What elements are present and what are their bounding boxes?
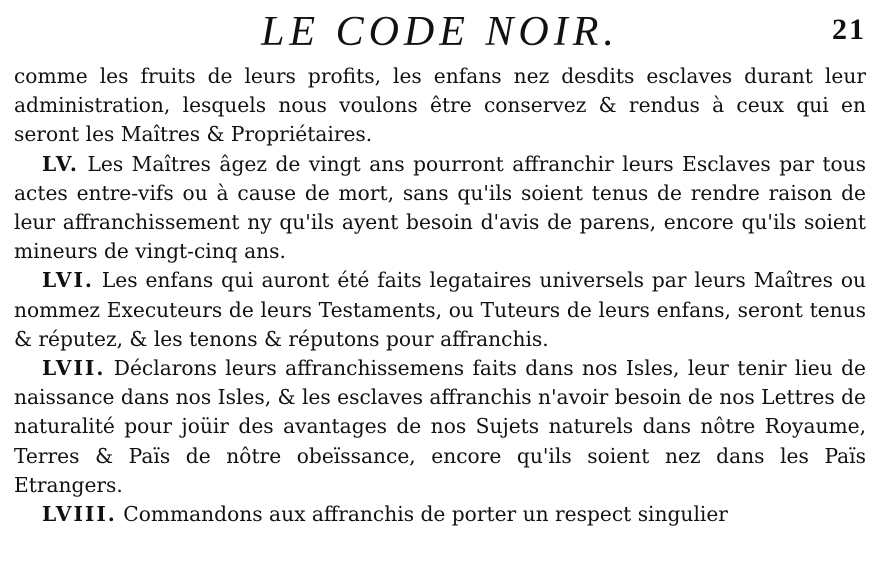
article-56 — [14, 266, 866, 354]
article-number: LVI. — [42, 268, 94, 293]
page-number: 21 — [832, 13, 866, 46]
paragraph-text: comme les fruits de leurs profits, les enfans nez desdits esclaves durant leur administration, lesquels nous voulons être conservez & rendus à ceux qui en seront les Maîtres & Propriétaires. — [14, 64, 866, 147]
article-58 — [14, 500, 866, 529]
running-title: LE CODE NOIR. — [261, 9, 619, 55]
paragraph-text: Les enfans qui auront été faits legataires universels par leurs Maîtres ou nommez Executeurs de leurs Testaments, ou Tuteurs de leurs enfans, seront tenus & réputez, & les tenons & réputons pour affranchis. — [14, 268, 866, 351]
article-number: LVIII. — [42, 502, 117, 527]
paragraph-text: Les Maîtres âgez de vingt ans pourront affranchir leurs Esclaves par tous actes entre-vifs ou à cause de mort, sans qu'ils soient tenus de rendre raison de leur affranchissement ny qu'ils ayent besoin d'avis de parens, encore qu'ils soient mineurs de vingt-cinq ans. — [14, 151, 866, 264]
page-header — [14, 0, 866, 62]
paragraph-text: Commandons aux affranchis de porter un respect singulier — [123, 502, 728, 527]
paragraph-continuation — [14, 62, 866, 150]
body-text — [14, 62, 866, 529]
article-55 — [14, 150, 866, 267]
paragraph-text: Déclarons leurs affranchissemens faits dans nos Isles, leur tenir lieu de naissance dans nos Isles, & les esclaves affranchis n'avoir besoin de nos Lettres de naturalité pour joüir des avantages de nos Sujets naturels dans nôtre Royaume, Terres & Païs de nôtre obeïssance, encore qu'ils soient nez dans les Païs Etrangers. — [14, 356, 866, 497]
article-number: LV. — [42, 151, 79, 176]
article-number: LVII. — [42, 356, 106, 381]
article-57 — [14, 354, 866, 500]
